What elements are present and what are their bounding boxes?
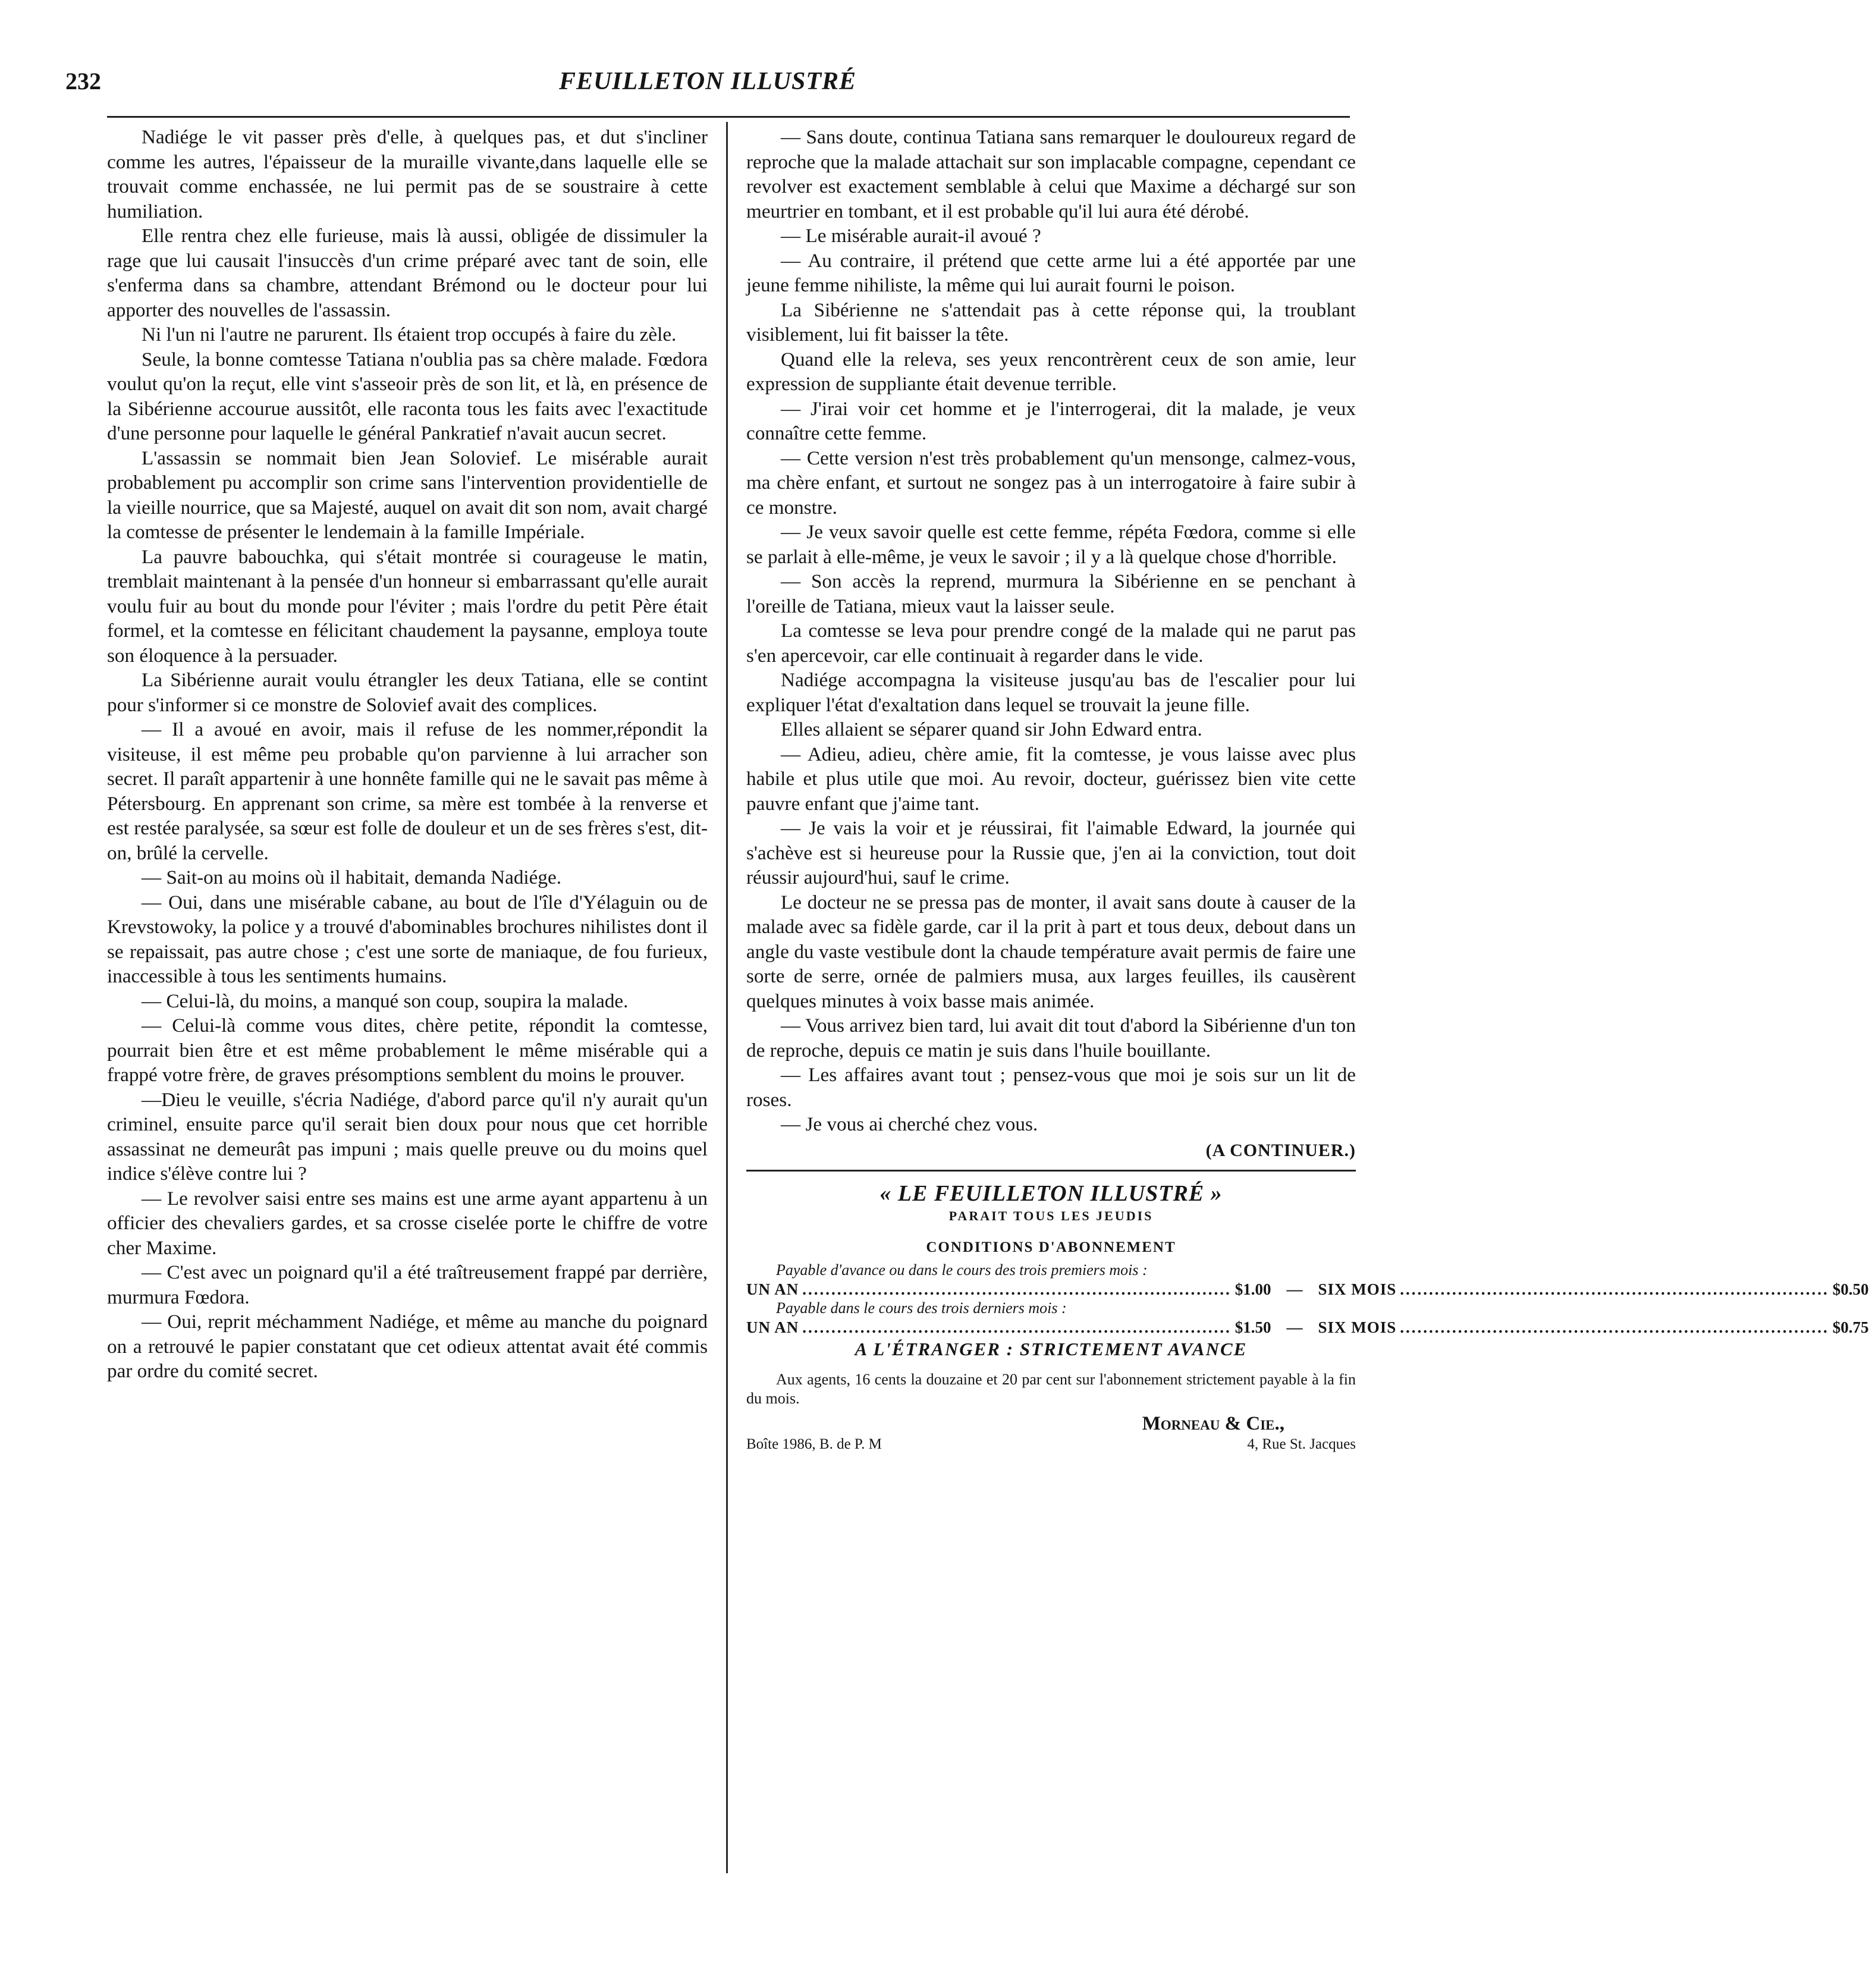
paragraph: — Sait-on au moins où il habitait, demanda Nadiége.: [142, 866, 561, 888]
paragraph: Elle rentra chez elle furieuse, mais là aussi, obligée de dissimuler la rage que lui causait l'insuccès d'un crime préparé avec tant de soin, elle s'enferma dans sa chambre, attendant Brémond ou le docteur pour lui apporter des nouvelles de l'assassin.: [107, 225, 708, 321]
journal-title: FEUILLETON ILLUSTRÉ: [558, 68, 857, 95]
paragraph: — Je veux savoir quelle est cette femme, répéta Fœdora, comme si elle se parlait à elle-même, je veux le savoir ; il y a là quelque chose d'horrible.: [746, 521, 1356, 568]
price-row-advance: [746, 1280, 1869, 1299]
paragraph: Ni l'un ni l'autre ne parurent. Ils étaient trop occupés à faire du zèle.: [142, 324, 677, 346]
paragraph: — Celui-là, du moins, a manqué son coup, soupira la malade.: [142, 990, 629, 1012]
paragraph: Nadiége accompagna la visiteuse jusqu'au bas de l'escalier pour lui expliquer l'état d'exaltation dans lequel se trouvait la jeune fille.: [746, 669, 1356, 716]
paragraph: — Les affaires avant tout ; pensez-vous que moi je sois sur un lit de roses.: [746, 1064, 1356, 1111]
leader-dots: ..........................................................................: [1400, 1318, 1829, 1336]
paragraph: — Oui, reprit méchamment Nadiége, et même au manche du poignard on a retrouvé le papier constatant que cet odieux attentat avait été commis par ordre du comité secret.: [107, 1311, 708, 1382]
conditions-heading: CONDITIONS D'ABONNEMENT: [926, 1239, 1176, 1255]
paragraph: Seule, la bonne comtesse Tatiana n'oublia pas sa chère malade. Fœdora voulut qu'on la reçut, elle vint s'asseoir près de son lit, et là, en présence de la Sibérienne accourue aussitôt, elle raconta tous les faits avec l'exactitude d'une personne pour laquelle le général Pankratief n'avait aucun secret.: [107, 348, 708, 444]
paragraph: — Adieu, adieu, chère amie, fit la comtesse, je vous laisse avec plus habile et plus utile que moi. Au revoir, docteur, guérissez bien vite cette pauvre enfant que j'aime tant.: [746, 743, 1356, 815]
period-label: UN AN: [746, 1318, 799, 1336]
paragraph: — Vous arrivez bien tard, lui avait dit tout d'abord la Sibérienne d'un ton de reproche, depuis ce matin je suis dans l'huile bouillante.: [746, 1015, 1356, 1061]
left-column: [107, 125, 708, 1384]
price-separator: —: [1286, 1318, 1303, 1336]
paragraph: — Cette version n'est très probablement qu'un mensonge, calmez-vous, ma chère enfant, et surtout ne songez pas à un interrogatoire à faire subir à ce monstre.: [746, 447, 1356, 519]
payable-advance-note: Payable d'avance ou dans le cours des trois premiers mois :: [776, 1261, 1148, 1279]
paragraph: — Le misérable aurait-il avoué ?: [781, 225, 1041, 247]
page-number: 232: [65, 68, 101, 95]
paragraph: — C'est avec un poignard qu'il a été traîtreusement frappé par derrière, murmura Fœdora.: [107, 1261, 708, 1308]
abroad-terms: A L'ÉTRANGER : STRICTEMENT AVANCE: [855, 1339, 1248, 1359]
paragraph: La pauvre babouchka, qui s'était montrée si courageuse le matin, tremblait maintenant à la pensée d'un honneur si embarrassant qu'elle aurait voulu fuir au bout du monde pour l'éviter ; mais l'ordre du petit Père était formel, et la comtesse en félicitant chaudement la paysanne, employa toute son éloquence à la persuader.: [107, 545, 708, 667]
page-header: [65, 62, 1350, 110]
paragraph: La Sibérienne ne s'attendait pas à cette réponse qui, la troublant visiblement, lui fit baisser la tête.: [746, 299, 1356, 346]
period-label: UN AN: [746, 1280, 799, 1298]
period-label: SIX MOIS: [1318, 1280, 1397, 1298]
price-value: $1.00: [1235, 1280, 1271, 1298]
right-column: [746, 125, 1869, 1453]
street-address: 4, Rue St. Jacques: [1247, 1436, 1356, 1452]
paragraph: Elles allaient se séparer quand sir John Edward entra.: [781, 718, 1202, 740]
column-divider: [726, 122, 728, 1873]
price-value: $0.75: [1832, 1318, 1869, 1336]
price-row-late: [746, 1318, 1869, 1337]
paragraph: — Celui-là comme vous dites, chère petite, répondit la comtesse, pourrait bien être et est même probablement le même misérable qui a frappé votre frère, de graves présomptions semblent du moins le prouver.: [107, 1015, 708, 1086]
notice-rule: [746, 1170, 1356, 1172]
leader-dots: ..........................................................................: [1400, 1280, 1829, 1298]
paragraph: — Je vous ai cherché chez vous.: [781, 1113, 1038, 1135]
price-value: $0.50: [1832, 1280, 1869, 1298]
leader-dots: ..........................................................................: [802, 1318, 1232, 1336]
payable-last-note: Payable dans le cours des trois derniers mois :: [776, 1299, 1067, 1317]
paragraph: Le docteur ne se pressa pas de monter, il avait sans doute à causer de la malade avec sa fidèle garde, car il la prit à part et tous deux, debout dans un angle du vaste vestibule dont la chaude température avait permis de faire une sorte de serre, ornée de palmiers musa, aux larges feuilles, ils causèrent quelques minutes à voix basse mais animée.: [746, 891, 1356, 1012]
publisher-address-row: [746, 1436, 1356, 1453]
paragraph: — Il a avoué en avoir, mais il refuse de les nommer,répondit la visiteuse, il est même peu probable qu'on parvienne à lui arracher son secret. Il paraît appartenir à une honnête famille qui ne le savait pas même à Pétersbourg. En apprenant son crime, sa mère est tombée à la renverse et est restée paralysée, sa sœur est folle de douleur et un de ses frères s'est, dit-on, brûlé la cervelle.: [107, 718, 708, 864]
notice-subtitle: PARAIT TOUS LES JEUDIS: [948, 1208, 1154, 1223]
paragraph: — Je vais la voir et je réussirai, fit l'aimable Edward, la journée qui s'achève est si heureuse pour la Russie que, j'en ai la conviction, tout doit réussir aujourd'hui, sauf le crime.: [746, 817, 1356, 888]
publisher-name: Morneau & Cie.,: [1142, 1413, 1284, 1434]
period-label: SIX MOIS: [1318, 1318, 1397, 1336]
paragraph: —Dieu le veuille, s'écria Nadiége, d'abord parce qu'il n'y aurait qu'un criminel, ensuite parce qu'il serait bien doux pour nous que cet horrible assassinat ne demeurât pas impuni ; mais quelle preuve ou du moins quel indice s'élève contre lui ?: [107, 1088, 708, 1185]
paragraph: — Sans doute, continua Tatiana sans remarquer le douloureux regard de reproche que la malade attachait sur son implacable compagne, cependant ce revolver est exactement semblable à celui que Maxime a déchargé sur son meurtrier en tombant, et il est probable qu'il lui aura été dérobé.: [746, 126, 1356, 222]
agents-terms: Aux agents, 16 cents la douzaine et 20 par cent sur l'abonnement strictement payable à la fin du mois.: [746, 1371, 1356, 1407]
paragraph: — J'irai voir cet homme et je l'interrogerai, dit la malade, je veux connaître cette femme.: [746, 397, 1356, 444]
paragraph: L'assassin se nommait bien Jean Solovief. Le misérable aurait probablement pu accomplir son crime sans l'intervention providentielle de la vieille nourrice, que sa Majesté, auquel on avait dit son nom, avait chargé la comtesse de présenter le lendemain à la famille Impériale.: [107, 447, 708, 543]
paragraph: — Le revolver saisi entre ses mains est une arme ayant appartenu à un officier des chevaliers gardes, et sa crosse ciselée porte le chiffre de votre cher Maxime.: [107, 1187, 708, 1259]
subscription-notice: [746, 1180, 1869, 1453]
price-separator: —: [1286, 1280, 1303, 1298]
paragraph: — Au contraire, il prétend que cette arme lui a été apportée par une jeune femme nihiliste, la même qui lui aurait fourni le poison.: [746, 249, 1356, 296]
paragraph: Nadiége le vit passer près d'elle, à quelques pas, et dut s'incliner comme les autres, l'épaisseur de la muraille vivante,dans laquelle elle se trouvait comme enchassée, ne lui permit pas de se soustraire à cette humiliation.: [107, 126, 708, 222]
leader-dots: ..........................................................................: [802, 1280, 1232, 1298]
price-value: $1.50: [1235, 1318, 1271, 1336]
paragraph: Quand elle la releva, ses yeux rencontrèrent ceux de son amie, leur expression de suppliante était devenue terrible.: [746, 348, 1356, 395]
notice-title: « LE FEUILLETON ILLUSTRÉ »: [879, 1181, 1223, 1206]
paragraph: La comtesse se leva pour prendre congé de la malade qui ne parut pas s'en apercevoir, car elle continuait à regarder dans le vide.: [746, 620, 1356, 667]
to-be-continued: (A CONTINUER.): [1205, 1140, 1356, 1160]
paragraph: — Oui, dans une misérable cabane, au bout de l'île d'Yélaguin ou de Krevstowoky, la police y a trouvé d'abominables brochures nihilistes dont il se repaissait, pas autre chose ; c'est une sorte de maniaque, de fou furieux, inaccessible à tous les sentiments humains.: [107, 891, 708, 987]
header-rule: [107, 116, 1350, 118]
paragraph: — Son accès la reprend, murmura la Sibérienne en se penchant à l'oreille de Tatiana, mieux vaut la laisser seule.: [746, 570, 1356, 617]
postal-box: Boîte 1986, B. de P. M: [746, 1436, 882, 1452]
paragraph: La Sibérienne aurait voulu étrangler les deux Tatiana, elle se contint pour s'informer si ce monstre de Solovief avait des complices.: [107, 669, 708, 716]
